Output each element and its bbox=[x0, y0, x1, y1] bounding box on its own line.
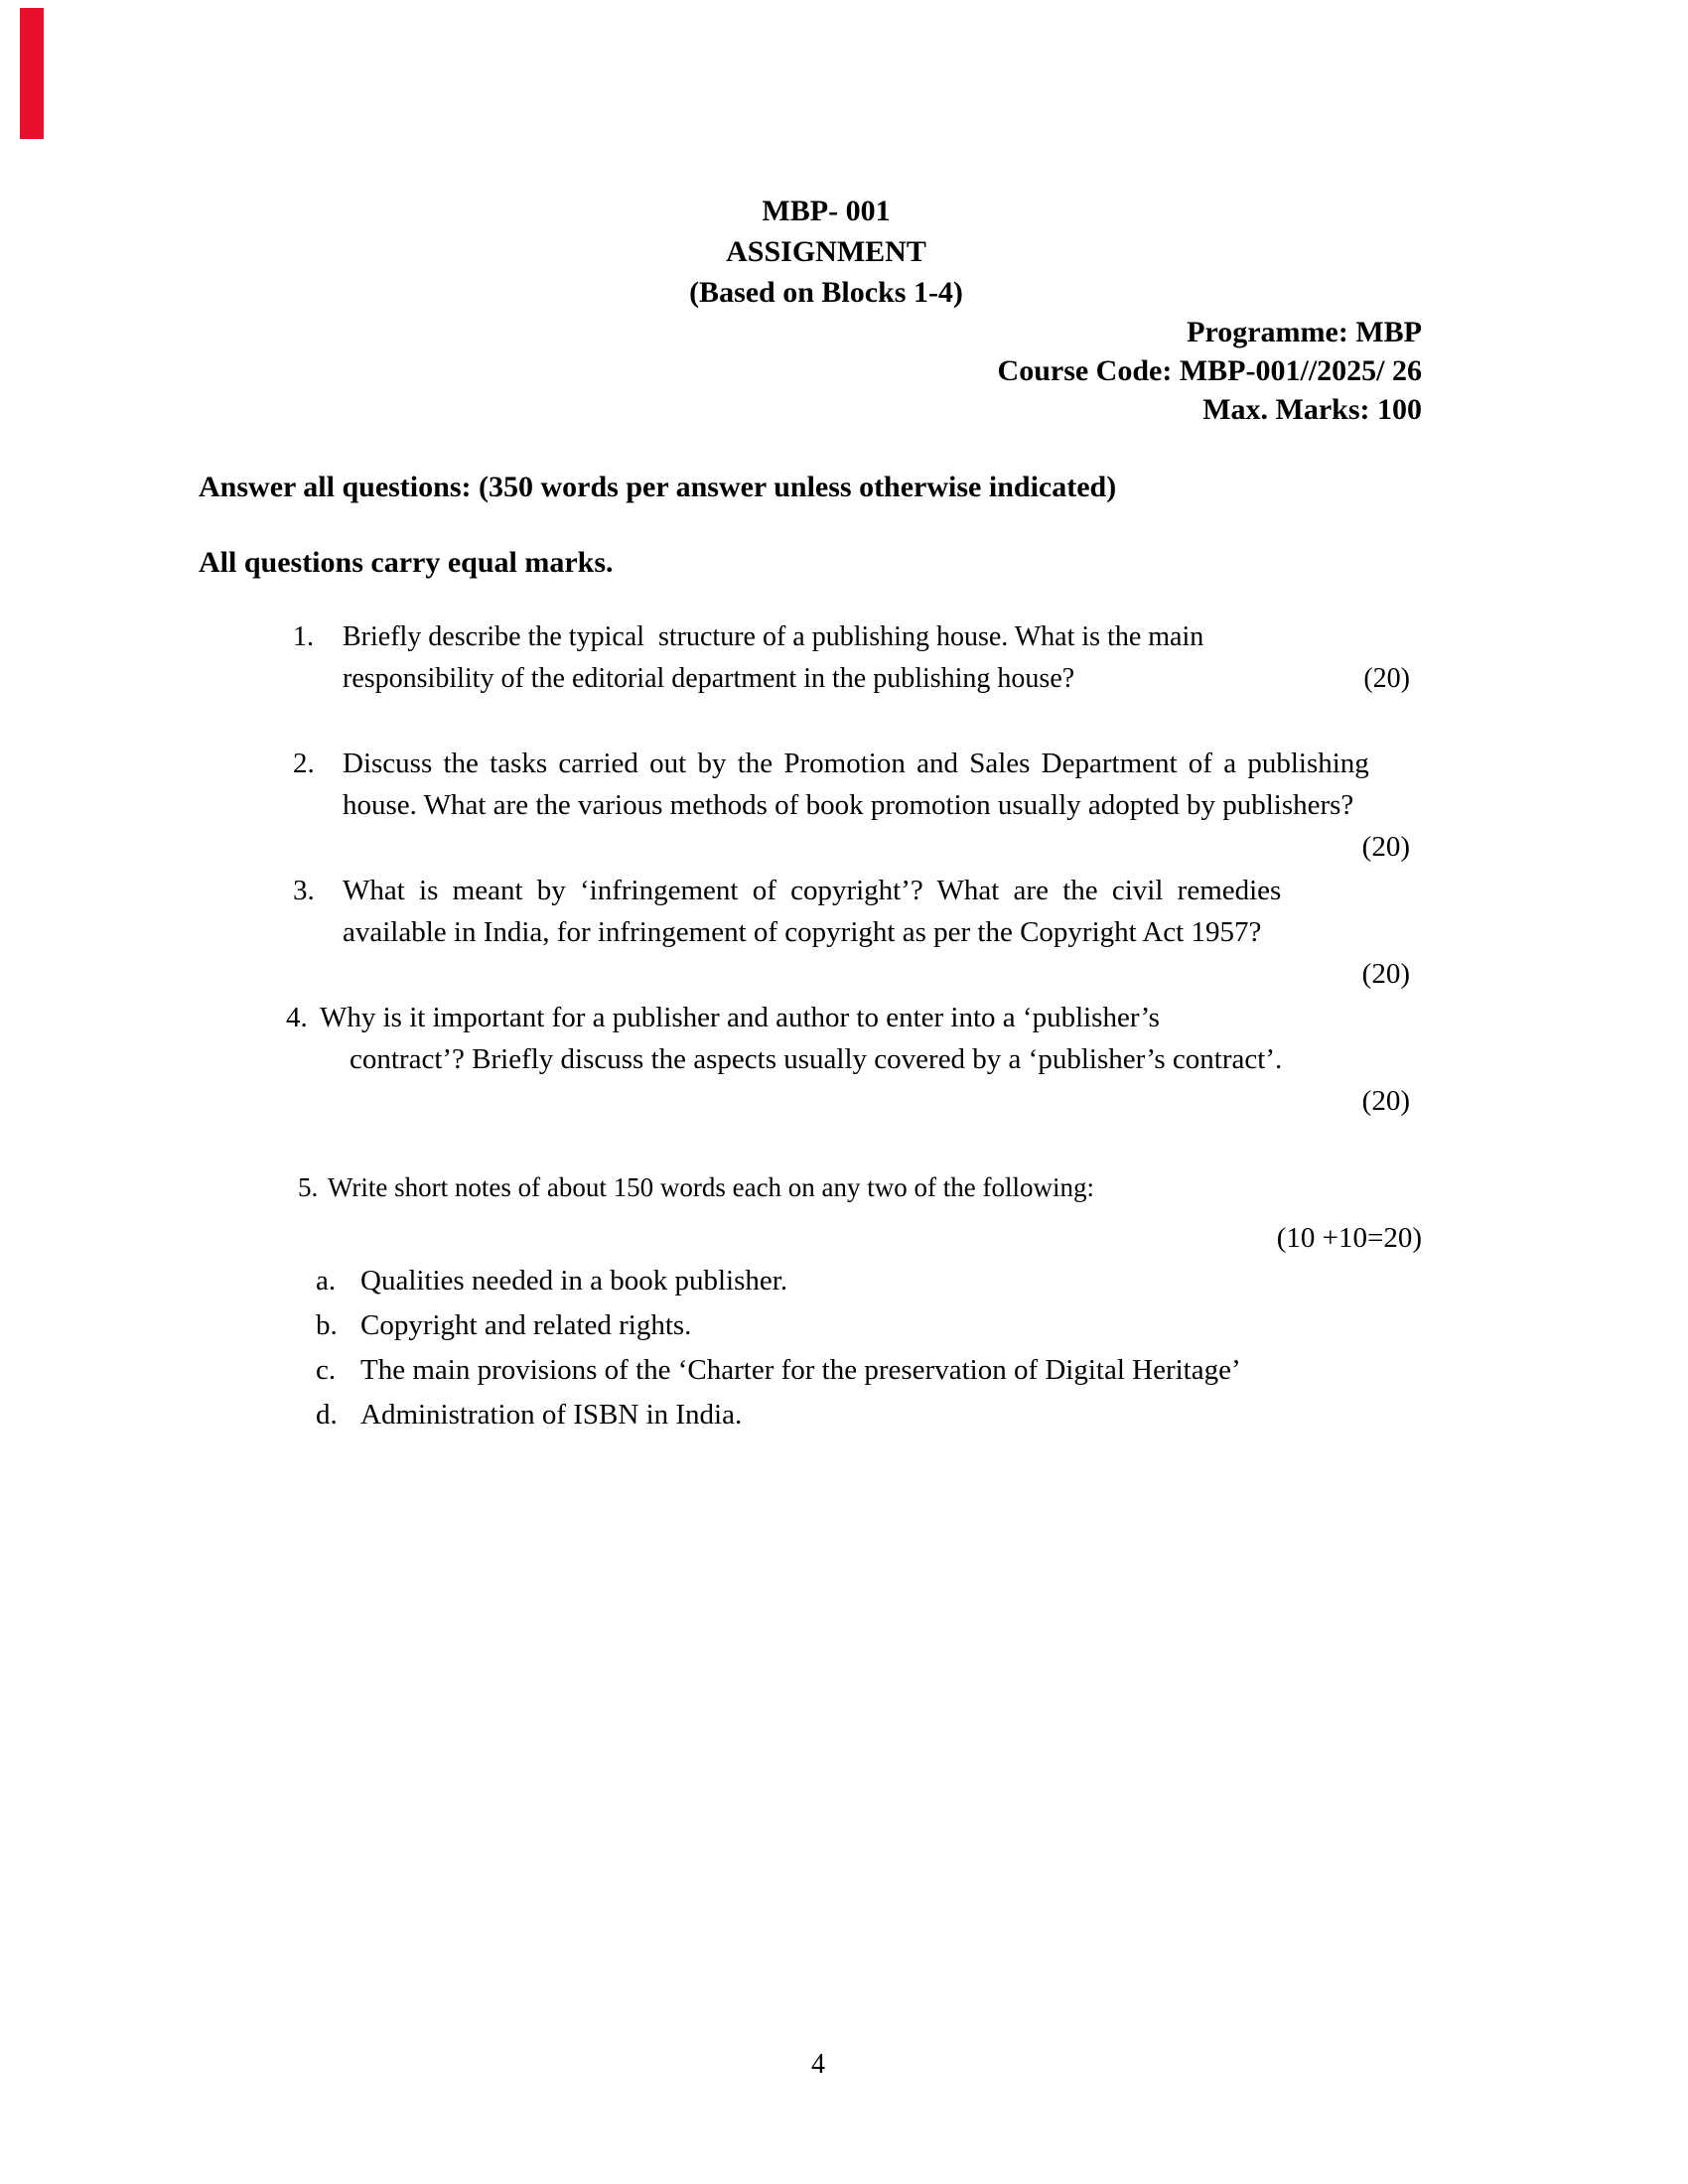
question-5-options bbox=[316, 1259, 1422, 1437]
subquestion-c-letter: c. bbox=[316, 1354, 337, 1386]
assignment-title: ASSIGNMENT bbox=[726, 235, 926, 268]
question-3 bbox=[293, 870, 1410, 995]
question-4-marks: (20) bbox=[1361, 1085, 1410, 1117]
question-3-marks: (20) bbox=[1361, 958, 1410, 990]
question-3-line1: What is meant by ‘infringement of copyright’? What are the civil remedies bbox=[343, 875, 1282, 906]
subquestion-c-text: The main provisions of the ‘Charter for the preservation of Digital Heritage’ bbox=[360, 1354, 1241, 1386]
question-2-marks: (20) bbox=[1361, 831, 1410, 863]
question-3-line2: available in India, for infringement of copyright as per the Copyright Act 1957? bbox=[343, 916, 1262, 948]
question-2 bbox=[293, 743, 1410, 868]
question-2-line2: house. What are the various methods of book promotion usually adopted by publishers? bbox=[343, 789, 1354, 821]
subquestion-b bbox=[316, 1303, 1422, 1348]
question-5 bbox=[298, 1165, 1422, 1261]
subquestion-b-text: Copyright and related rights. bbox=[360, 1309, 692, 1341]
subquestion-a-letter: a. bbox=[316, 1265, 337, 1297]
subquestion-d-text: Administration of ISBN in India. bbox=[360, 1399, 743, 1431]
question-4-line1: Why is it important for a publisher and author to enter into a ‘publisher’s bbox=[320, 1002, 1160, 1033]
programme-label: Programme: MBP bbox=[1187, 316, 1422, 348]
question-1-marks: (20) bbox=[1363, 663, 1410, 694]
question-1-line2: responsibility of the editorial department in the publishing house? bbox=[343, 663, 1075, 694]
subquestion-a bbox=[316, 1259, 1422, 1303]
question-5-line1: Write short notes of about 150 words each on any two of the following: bbox=[328, 1172, 1095, 1202]
question-4-number: 4. bbox=[286, 1002, 308, 1033]
course-code-label: Course Code: MBP-001//2025/ 26 bbox=[997, 354, 1422, 387]
subquestion-a-text: Qualities needed in a book publisher. bbox=[360, 1265, 788, 1297]
question-2-number: 2. bbox=[293, 748, 315, 779]
max-marks-label: Max. Marks: 100 bbox=[1202, 393, 1422, 426]
subquestion-d bbox=[316, 1393, 1422, 1437]
document-header bbox=[0, 191, 1652, 313]
question-1-line1: Briefly describe the typical structure of a publishing house. What is the main bbox=[343, 621, 1204, 652]
page-number: 4 bbox=[811, 2049, 825, 2080]
question-1 bbox=[293, 616, 1410, 700]
question-1-number: 1. bbox=[293, 621, 314, 652]
question-3-number: 3. bbox=[293, 875, 315, 906]
question-2-line1: Discuss the tasks carried out by the Promotion and Sales Department of a publishing bbox=[343, 748, 1369, 779]
subquestion-c bbox=[316, 1348, 1422, 1393]
subquestion-d-letter: d. bbox=[316, 1399, 338, 1431]
subquestion-b-letter: b. bbox=[316, 1309, 338, 1341]
instruction-equal-marks: All questions carry equal marks. bbox=[199, 546, 614, 579]
question-5-marks: (10 +10=20) bbox=[1276, 1222, 1422, 1254]
question-4-line2: contract’? Briefly discuss the aspects usually covered by a ‘publisher’s contract’. bbox=[350, 1043, 1283, 1075]
question-5-number: 5. bbox=[298, 1172, 319, 1202]
document-meta bbox=[998, 313, 1422, 429]
question-4 bbox=[286, 997, 1410, 1122]
red-margin-mark bbox=[20, 8, 44, 139]
assignment-subtitle: (Based on Blocks 1-4) bbox=[689, 276, 963, 309]
course-number: MBP- 001 bbox=[762, 195, 891, 227]
instruction-answer-all: Answer all questions: (350 words per answer unless otherwise indicated) bbox=[199, 471, 1117, 503]
